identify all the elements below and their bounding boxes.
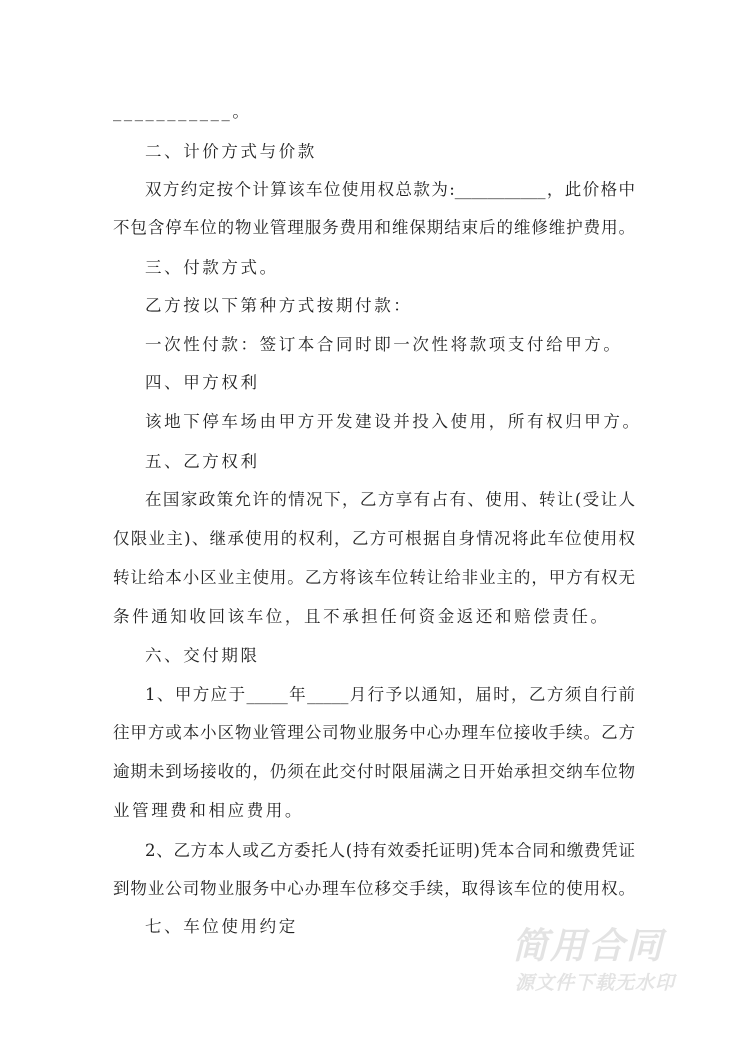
paragraph-line: 在国家政策允许的情况下，乙方享有占有、使用、转让(受让人 (145, 490, 635, 509)
blank-line-end: ___________。 (113, 102, 252, 121)
section-heading-pricing: 二、计价方式与价款 (145, 142, 317, 161)
paragraph-line: 到物业公司物业服务中心办理车位移交手续，取得该车位的使用权。 (113, 879, 635, 898)
paragraph-line: 转让给本小区业主使用。乙方将该车位转让给非业主的，甲方有权无 (113, 568, 635, 587)
section-heading-delivery-period: 六、交付期限 (145, 646, 260, 665)
paragraph-line: 双方约定按个计算该车位使用权总款为:___________，此价格中 (145, 180, 635, 199)
section-heading-party-b-rights: 五、乙方权利 (145, 452, 260, 471)
paragraph-line: 不包含停车位的物业管理服务费用和维保期结束后的维修维护费用。 (113, 218, 635, 237)
paragraph-line: 1、甲方应于_____年_____月行予以通知，届时，乙方须自行前 (145, 685, 635, 704)
paragraph-line: 乙方按以下第种方式按期付款： (145, 296, 413, 315)
paragraph-line: 仅限业主)、继承使用的权利，乙方可根据自身情况将此车位使用权 (113, 529, 635, 548)
paragraph-line: 2、乙方本人或乙方委托人(持有效委托证明)凭本合同和缴费凭证 (145, 841, 635, 860)
paragraph-line: 逾期未到场接收的，仍须在此交付时限届满之日开始承担交纳车位物 (113, 762, 635, 781)
watermark-subtitle: 源文件下载无水印 (515, 972, 676, 994)
section-heading-usage-agreement: 七、车位使用约定 (145, 917, 298, 936)
paragraph-line: 往甲方或本小区物业管理公司物业服务中心办理车位接收手续。乙方 (113, 723, 635, 742)
paragraph-line: 业管理费和相应费用。 (113, 801, 304, 820)
paragraph-line: 一次性付款：签订本合同时即一次性将款项支付给甲方。 (145, 335, 623, 354)
section-heading-party-a-rights: 四、甲方权利 (145, 373, 260, 392)
section-heading-payment: 三、付款方式。 (145, 258, 279, 277)
watermark-title: 简用合同 (512, 926, 665, 967)
paragraph-line: 条件通知收回该车位，且不承担任何资金返还和赔偿责任。 (113, 607, 610, 626)
paragraph-line: 该地下停车场由甲方开发建设并投入使用，所有权归甲方。 (145, 412, 642, 431)
